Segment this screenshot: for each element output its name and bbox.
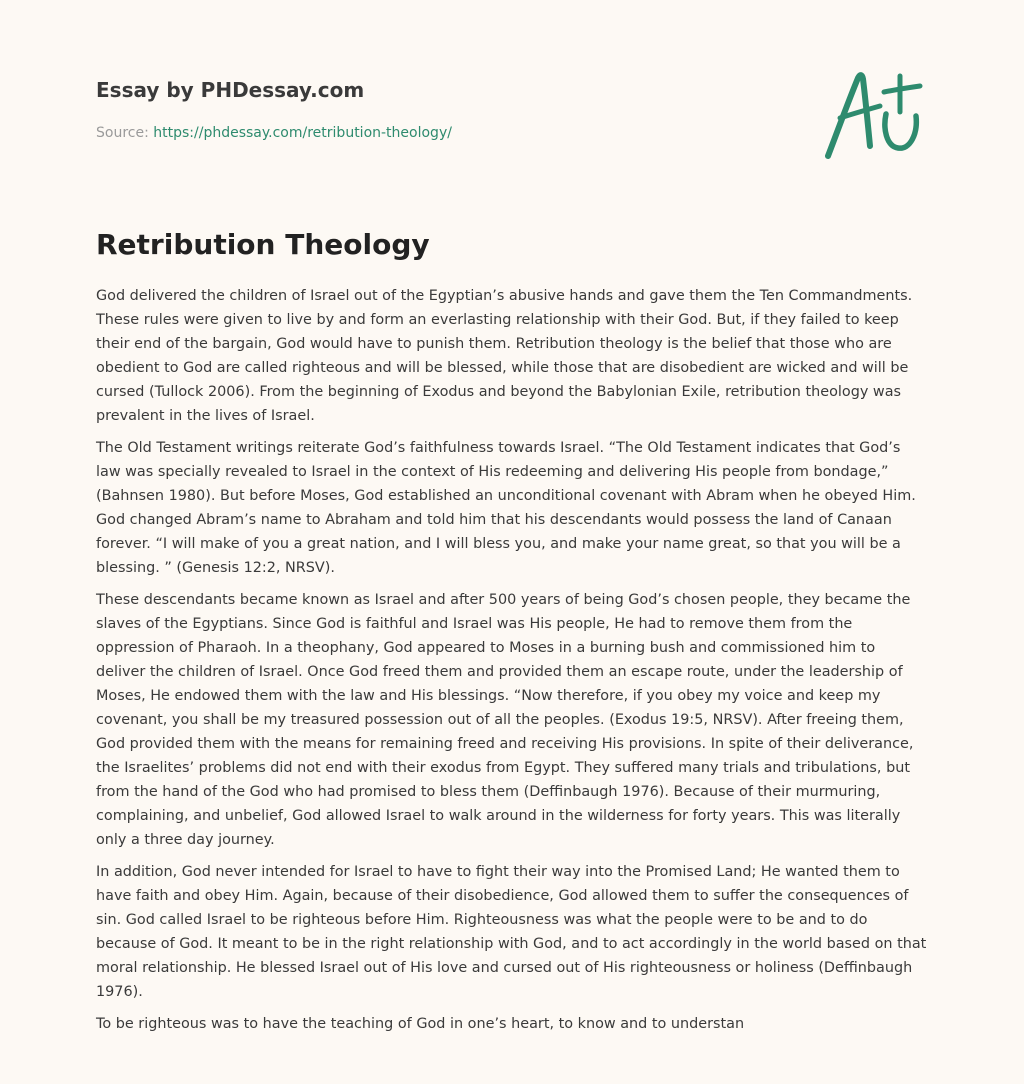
a-plus-logo-icon: [822, 68, 926, 164]
essay-paragraph: In addition, God never intended for Israel to have to fight their way into the Promised Land; He wanted them to have faith and obey Him. Again, because of their disobedience, God allowed them to suffer the consequences of sin. God called Israel to be righteous before Him. Righteousness was what the people were to be and to do because of God. It meant to be in the right relationship with God, and to act accordingly in the world based on that moral relationship. He blessed Israel out of His love and cursed out of His righteousness or holiness (Deffinbaugh 1976).: [96, 864, 927, 1000]
essay-paragraph: God delivered the children of Israel out of the Egyptian’s abusive hands and gave them the Ten Commandments. These rules were given to live by and form an everlasting relationship with their God. But, if they failed to keep their end of the bargain, God would have to punish them. Retribution theology is the belief that those who are obedient to God are called righteous and will be blessed, while those that are disobedient are wicked and will be cursed (Tullock 2006). From the beginning of Exodus and beyond the Babylonian Exile, retribution theology was prevalent in the lives of Israel.: [96, 288, 913, 424]
essay-body: [96, 284, 928, 1044]
essay-paragraph: To be righteous was to have the teaching of God in one’s heart, to know and to understan: [96, 1016, 745, 1032]
essay-title: Retribution Theology: [96, 228, 430, 261]
source-link[interactable]: https://phdessay.com/retribution-theology/: [153, 125, 452, 141]
source-line: [96, 123, 452, 143]
source-label: Source:: [96, 125, 154, 141]
site-title: Essay by PHDessay.com: [96, 78, 365, 102]
essay-paragraph: The Old Testament writings reiterate God’s faithfulness towards Israel. “The Old Testament indicates that God’s law was specially revealed to Israel in the context of His redeeming and delivering His people from bondage,” (Bahnsen 1980). But before Moses, God established an unconditional covenant with Abram when he obeyed Him. God changed Abram’s name to Abraham and told him that his descendants would possess the land of Canaan forever. “I will make of you a great nation, and I will bless you, and make your name great, so that you will be a blessing. ” (Genesis 12:2, NRSV).: [96, 440, 916, 576]
page-header: [96, 76, 928, 176]
essay-paragraph: These descendants became known as Israel and after 500 years of being God’s chosen people, they became the slaves of the Egyptians. Since God is faithful and Israel was His people, He had to remove them from the oppression of Pharaoh. In a theophany, God appeared to Moses in a burning bush and commissioned him to deliver the children of Israel. Once God freed them and provided them an escape route, under the leadership of Moses, He endowed them with the law and His blessings. “Now therefore, if you obey my voice and keep my covenant, you shall be my treasured possession out of all the peoples. (Exodus 19:5, NRSV). After freeing them, God provided them with the means for remaining freed and receiving His provisions. In spite of their deliverance, the Israelites’ problems did not end with their exodus from Egypt. They suffered many trials and tribulations, but from the hand of the God who had promised to bless them (Deffinbaugh 1976). Because of their murmuring, complaining, and unbelief, God allowed Israel to walk around in the wilderness for forty years. This was literally only a three day journey.: [96, 592, 914, 848]
